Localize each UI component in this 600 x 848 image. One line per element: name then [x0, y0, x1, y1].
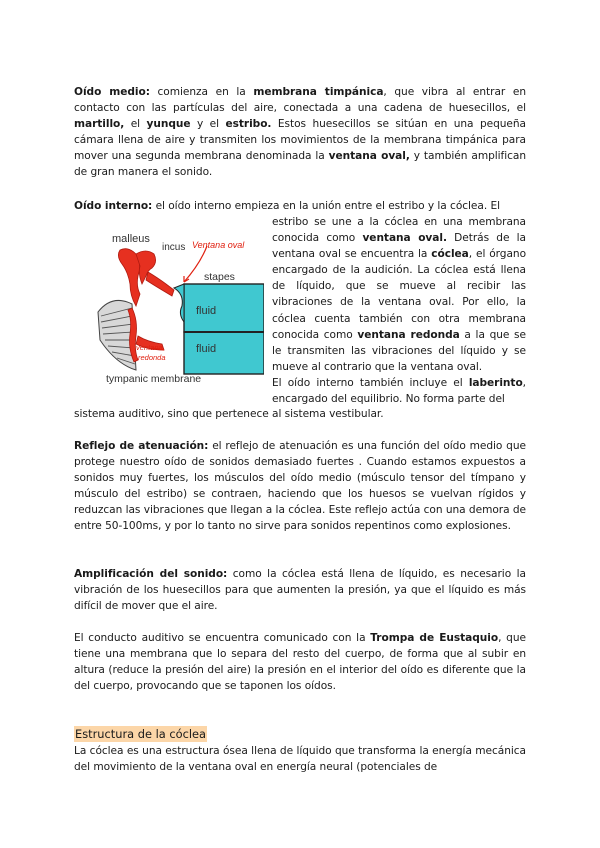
ear-diagram: [92, 224, 264, 386]
term-martillo: martillo,: [74, 118, 125, 131]
term-coclea: cóclea: [431, 248, 469, 261]
text: El oído interno también incluye el: [272, 377, 469, 389]
text: como la cóclea está llena de líquido, es necesario la vibración de los huesecillos para que aumenten la presión, ya que el líquido es más difícil de mover que el aire.: [74, 568, 526, 613]
paragraph-trompa-eustaquio: [74, 630, 526, 694]
term-ventana-oval-2: ventana oval.: [362, 232, 447, 245]
text: y también amplifican de gran manera el sonido.: [74, 150, 527, 179]
term-estribo: estribo.: [225, 118, 272, 131]
term-ventana-redonda: ventana redonda: [357, 328, 460, 341]
label-ventana-redonda-2: redonda: [138, 353, 166, 362]
text: y el: [190, 118, 226, 131]
term-yunque: yunque: [146, 118, 191, 131]
label-fluid-upper: fluid: [196, 305, 217, 317]
text: el: [124, 118, 147, 131]
term-trompa-eustaquio: Trompa de Eustaquio: [370, 632, 499, 644]
label-tympanic-membrane: tympanic membrane: [106, 373, 202, 385]
term-oido-medio: Oído medio:: [74, 86, 150, 98]
paragraph-reflejo-atenuacion: [74, 438, 526, 535]
paragraph-oido-interno-wrap: [272, 214, 526, 375]
label-fluid-lower: fluid: [196, 343, 217, 355]
term-ventana-oval: ventana oval,: [328, 150, 410, 163]
paragraph-sistema-auditivo: sistema auditivo, sino que pertenece al sistema vestibular.: [74, 408, 384, 420]
text: , que vibra al entrar en contacto con las partículas del aire, conectada a una cadena de huesecillos, el: [74, 86, 526, 115]
term-oido-interno: Oído interno:: [74, 200, 153, 212]
text: , encargado del equilibrio. No forma parte del: [272, 377, 526, 406]
paragraph-oido-medio: [74, 84, 526, 181]
paragraph-oido-interno: [74, 198, 526, 214]
text: el reflejo de atenuación es una función del oído medio que protege nuestro oído de sonidos demasiado fuertes . Cuando estamos expuestos a sonidos muy fuertes, los músculos del oído medio (músculo tensor del tímpano y músculo del estribo) se contraen, haciendo que los huesos se vuelvan rígidos y reduzcan las vibraciones que llegan a la cóclea. Este reflejo actúa con una demora de entre 50-100ms, y por lo tanto no sirve para sonidos repentinos como explosiones.: [74, 440, 526, 533]
text: estribo se une a la cóclea en una membrana conocida como: [272, 216, 526, 245]
text: Estos huesecillos se sitúan en una pequeña cámara llena de aire y transmiten los movimientos de la membrana timpánica para mover una segunda membrana denominada la: [74, 118, 527, 163]
term-laberinto: laberinto: [468, 377, 523, 389]
cochlea-fluid-shape: [174, 284, 264, 374]
text: , el órgano encargado de la audición. La cóclea está llena de líquido, que se mueve al recibir las vibraciones de la ventana oval. Por ello, la cóclea cuenta también con otra membrana conocida como: [272, 248, 527, 341]
text: El conducto auditivo se encuentra comunicado con la: [74, 632, 371, 644]
label-malleus: malleus: [112, 233, 150, 245]
text: comienza en la: [149, 86, 254, 98]
text: el oído interno empieza en la unión entre el estribo y la cóclea. El: [152, 200, 501, 212]
term-amplificacion: Amplificación del sonido:: [74, 568, 228, 580]
paragraph-laberinto: [272, 375, 526, 407]
term-membrana-timpanica: membrana timpánica: [253, 86, 384, 98]
label-incus: incus: [162, 242, 186, 253]
paragraph-amplificacion: [74, 566, 526, 614]
label-ventana-oval: Ventana oval: [192, 240, 245, 250]
text: Detrás de la ventana oval se encuentra la: [272, 232, 526, 261]
label-stapes: stapes: [204, 271, 235, 283]
text: , que tiene una membrana que lo separa del resto del cuerpo, de forma que al subir en altura (reduce la presión del aire) la presión en el interior del oído es diferente que la del cuerpo, provocando que se taponen los oídos.: [74, 632, 526, 693]
label-ventana-redonda-1: ventana: [136, 343, 163, 352]
paragraph-coclea: La cóclea es una estructura ósea llena de líquido que transforma la energía mecánica del movimiento de la ventana oval en energía neural (potenciales de: [74, 745, 526, 774]
section-heading: Estructura de la cóclea: [75, 727, 207, 741]
text: a la que se le transmiten las vibraciones del líquido y se mueve al contrario que la ventana oval.: [272, 328, 526, 373]
term-reflejo-atenuacion: Reflejo de atenuación:: [74, 440, 209, 452]
